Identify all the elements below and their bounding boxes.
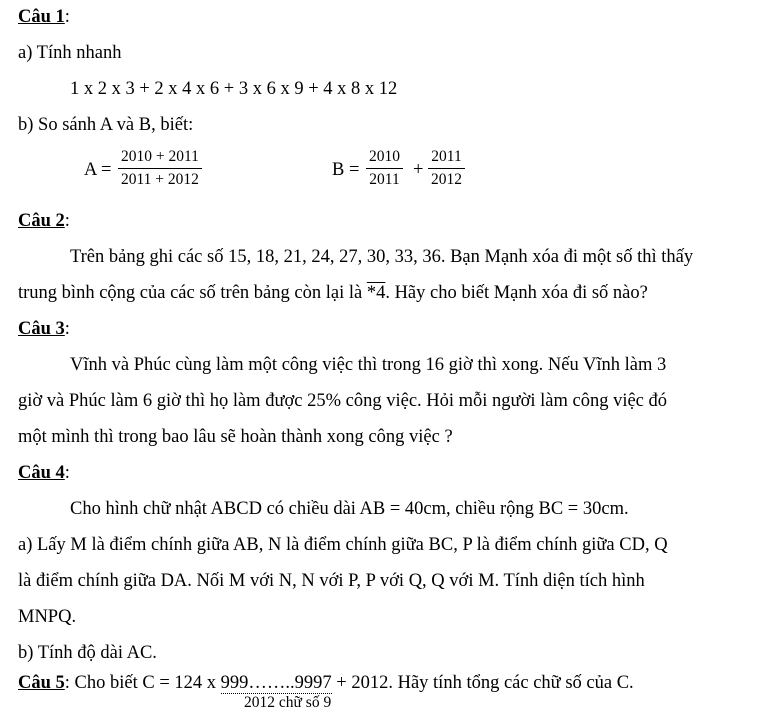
fraction-bar xyxy=(118,168,202,169)
q3-line-1: Vĩnh và Phúc cùng làm một công việc thì trong 16 giờ thì xong. Nếu Vĩnh làm 3 xyxy=(70,355,667,375)
q5-digit-string: 999……..9997 xyxy=(220,673,332,693)
q4-line-1: Cho hình chữ nhật ABCD có chiều dài AB = 40cm, chiều rộng BC = 30cm. xyxy=(70,499,629,519)
q5-text-post: + 2012. Hãy tính tổng các chữ số của C. xyxy=(331,673,634,693)
q1-B-fraction-2 xyxy=(428,148,465,189)
q2-line-2-post: . Hãy cho biết Mạnh xóa đi số nào? xyxy=(385,283,648,303)
fraction-bar xyxy=(366,168,403,169)
q1-B-f1-denominator: 2011 xyxy=(369,171,400,188)
q3-colon: : xyxy=(64,319,70,339)
q5-label: Câu 5 xyxy=(18,673,65,693)
q5-line xyxy=(18,672,634,694)
fraction-bar xyxy=(428,168,465,169)
q1-A-numerator: 2010 + 2011 xyxy=(121,148,199,165)
q4-heading xyxy=(18,462,70,484)
q1-B-f2-numerator: 2011 xyxy=(431,148,462,165)
q2-line-1: Trên bảng ghi các số 15, 18, 21, 24, 27, 30, 33, 36. Bạn Mạnh xóa đi một số thì thấy xyxy=(70,247,694,267)
q1-B-f2-denominator: 2012 xyxy=(431,171,462,188)
q4-a-line-2: là điểm chính giữa DA. Nối M với N, N với P, P với Q, Q với M. Tính diện tích hình xyxy=(18,571,645,591)
q1-label: Câu 1 xyxy=(18,7,65,27)
q1-B-f1-numerator: 2010 xyxy=(369,148,400,165)
q5-underbrace-note: 2012 chữ số 9 xyxy=(244,694,332,711)
q4-colon: : xyxy=(64,463,70,483)
q3-line-2: giờ và Phúc làm 6 giờ thì họ làm được 25% công việc. Hỏi mỗi người làm công việc đó xyxy=(18,391,668,411)
q2-line-2 xyxy=(18,282,648,304)
q4-a-line-1: a) Lấy M là điểm chính giữa AB, N là điểm chính giữa BC, P là điểm chính giữa CD, Q xyxy=(18,535,668,555)
q2-colon: : xyxy=(64,211,70,231)
q1-B-fraction-1 xyxy=(366,148,403,189)
q1-heading xyxy=(18,6,70,28)
q1-a-title: a) Tính nhanh xyxy=(18,43,122,63)
q3-line-3: một mình thì trong bao lâu sẽ hoàn thành xong công việc ? xyxy=(18,427,453,447)
q3-label: Câu 3 xyxy=(18,319,65,339)
q1-A-denominator: 2011 + 2012 xyxy=(121,171,199,188)
q1-colon: : xyxy=(64,7,70,27)
q5-text-pre: : Cho biết C = 124 x xyxy=(64,673,221,693)
q2-heading xyxy=(18,210,70,232)
q2-label: Câu 2 xyxy=(18,211,65,231)
q1-A-lhs: A = xyxy=(84,160,112,180)
q4-b-line: b) Tính độ dài AC. xyxy=(18,643,157,663)
q2-line-2-pre: trung bình cộng của các số trên bảng còn lại là xyxy=(18,283,367,303)
q1-A-fraction xyxy=(118,148,202,189)
q3-heading xyxy=(18,318,70,340)
q1-b-title: b) So sánh A và B, biết: xyxy=(18,115,194,135)
q1-B-lhs: B = xyxy=(332,160,360,180)
q2-overlined-number: *4 xyxy=(366,283,386,303)
q4-label: Câu 4 xyxy=(18,463,65,483)
q4-a-line-3: MNPQ. xyxy=(18,607,77,627)
q1-B-plus: + xyxy=(413,160,424,180)
q1-a-expression: 1 x 2 x 3 + 2 x 4 x 6 + 3 x 6 x 9 + 4 x 8 x 12 xyxy=(70,79,398,99)
